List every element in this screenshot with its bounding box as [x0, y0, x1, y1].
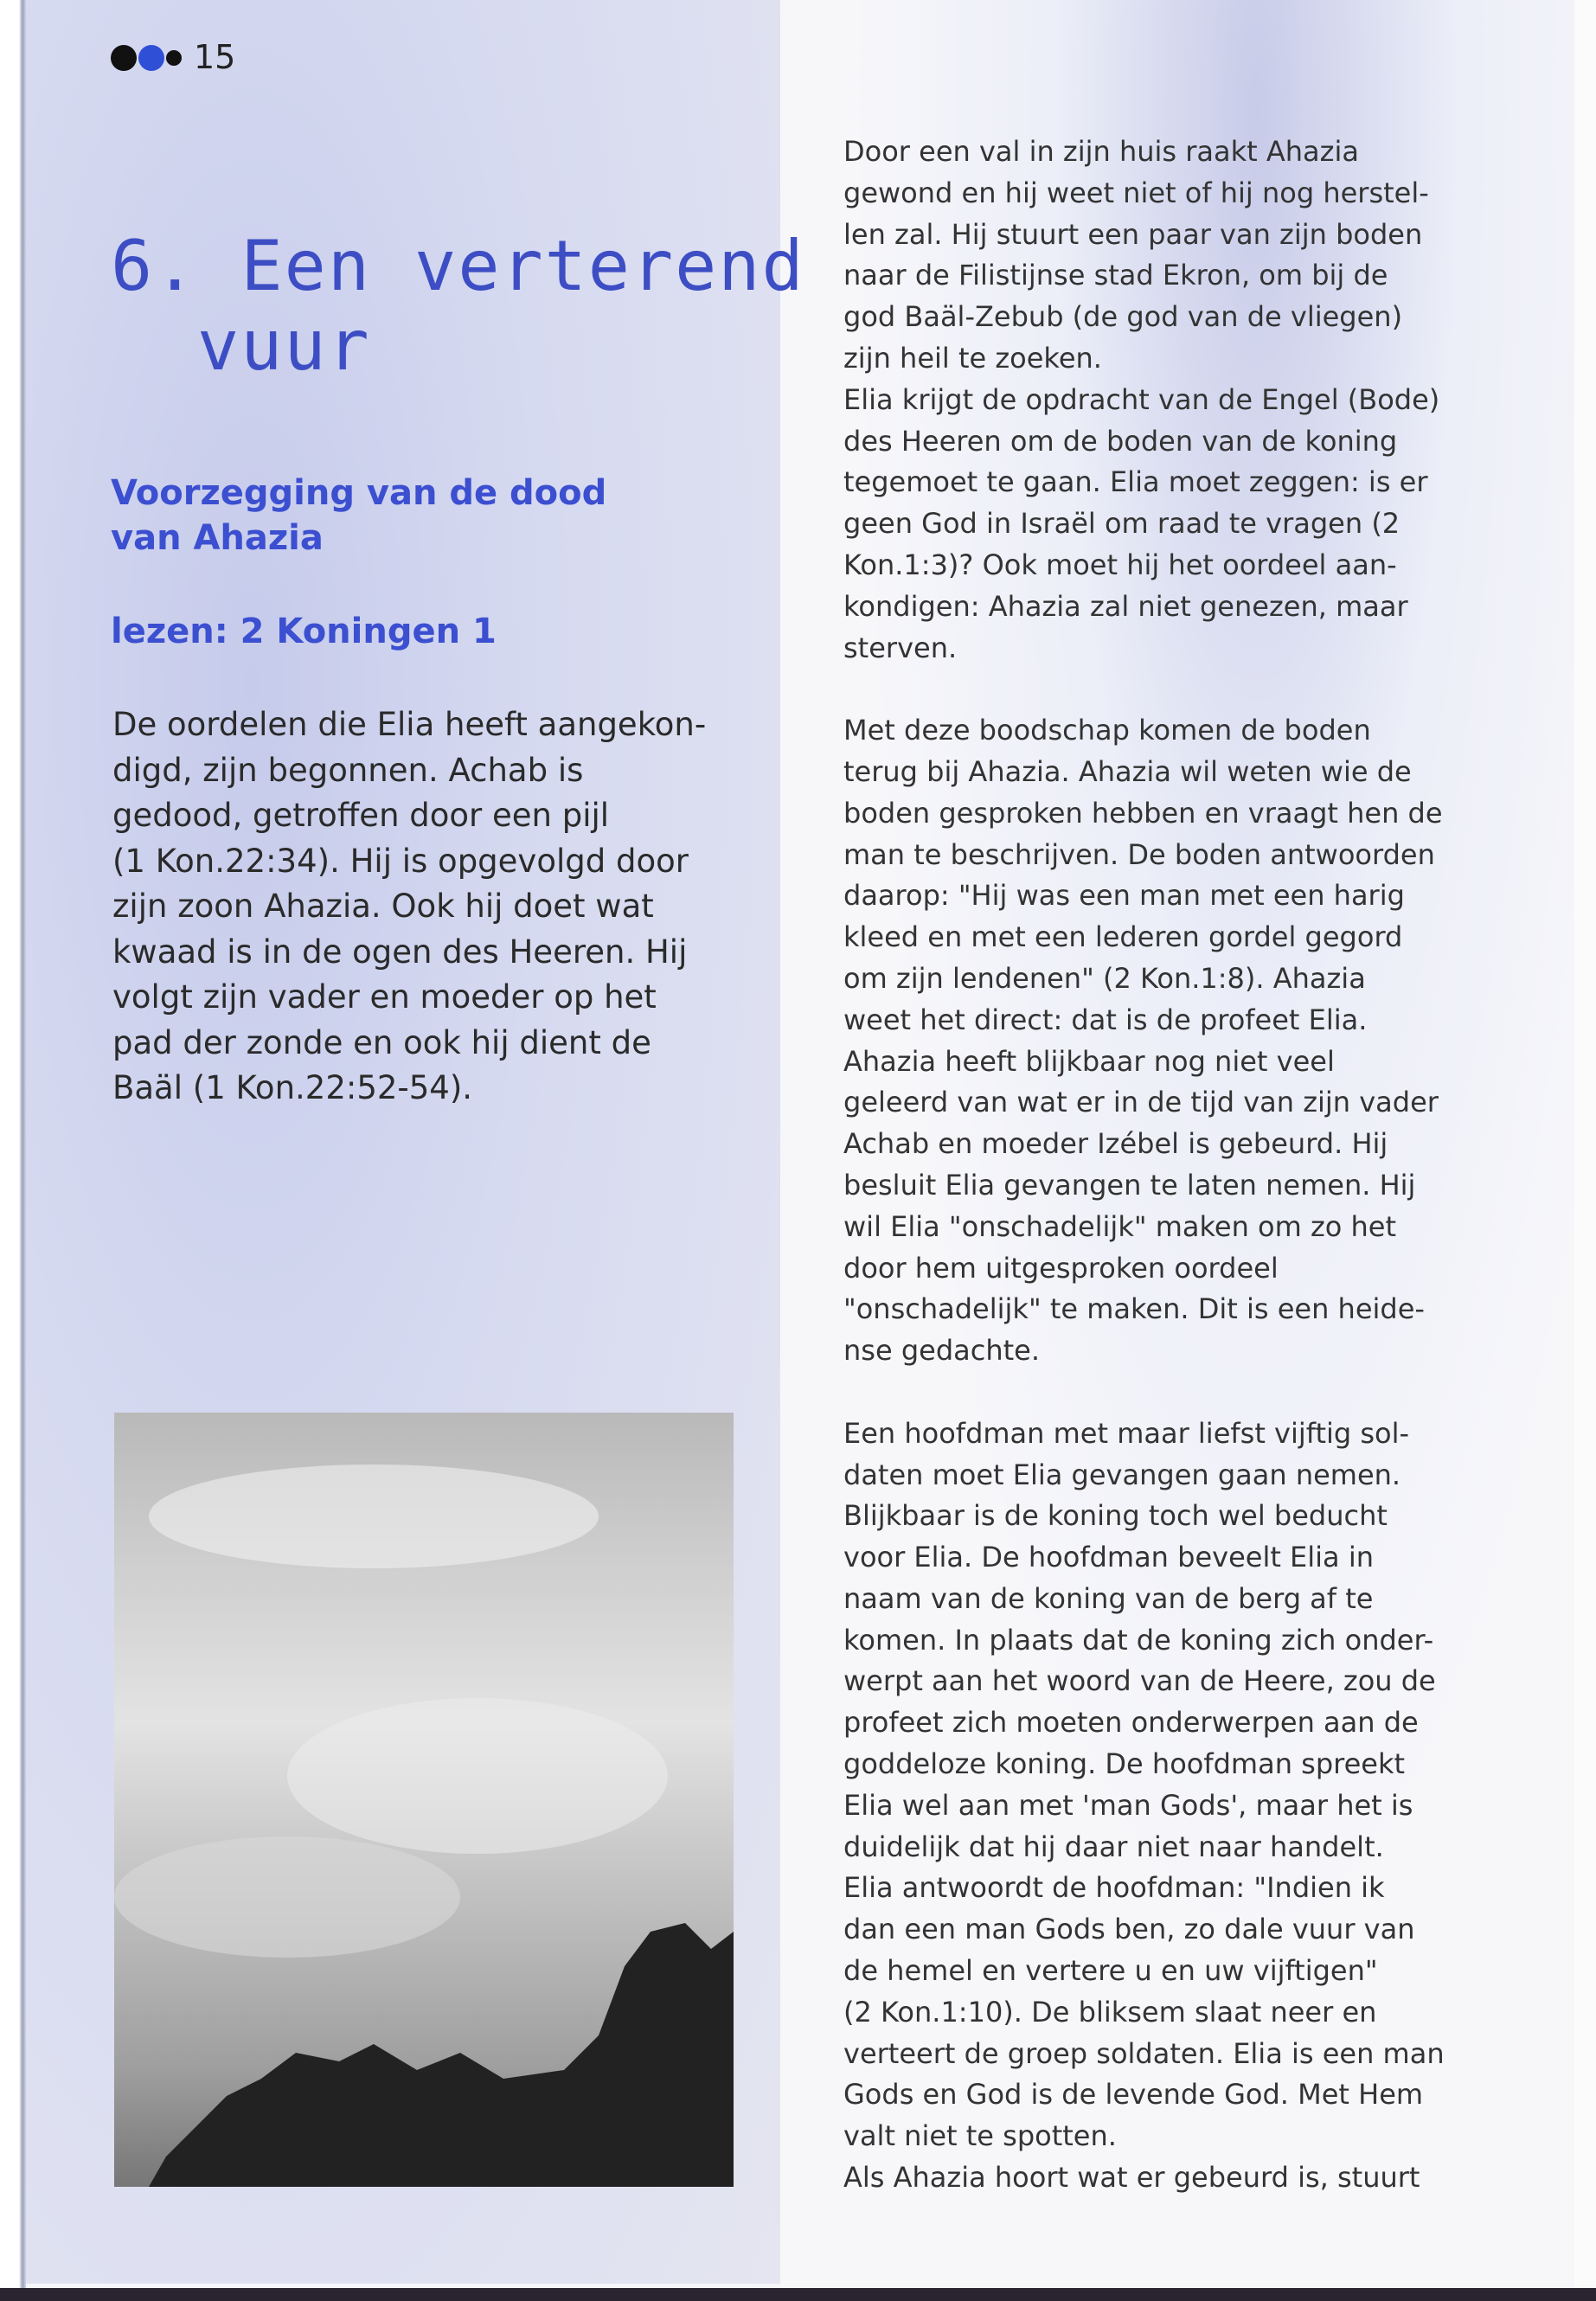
text-line: De oordelen die Elia heeft aangekon-	[112, 706, 707, 743]
text-line: (1 Kon.22:34). Hij is opgevolgd door	[112, 842, 689, 880]
text-line: Baäl (1 Kon.22:52-54).	[112, 1069, 473, 1106]
section-heading	[111, 471, 606, 561]
text-line: nse gedachte.	[843, 1334, 1041, 1368]
text-line: Elia krijgt de opdracht van de Engel (Bode)	[843, 382, 1440, 416]
text-line: daten moet Elia gevangen gaan nemen.	[843, 1458, 1401, 1491]
text-line: besluit Elia gevangen te laten nemen. Hij	[843, 1168, 1416, 1202]
text-line: daarop: "Hij was een man met een harig	[843, 879, 1405, 913]
text-line: verteert de groep soldaten. Elia is een man	[843, 2036, 1445, 2070]
text-line: des Heeren om de boden van de koning	[843, 424, 1398, 458]
text-line: terug bij Ahazia. Ahazia wil weten wie de	[843, 754, 1412, 788]
text-line: Elia wel aan met 'man Gods', maar het is	[843, 1788, 1413, 1822]
text-line: man te beschrijven. De boden antwoorden	[843, 837, 1435, 871]
page-edge	[0, 0, 26, 2301]
text-line: profeet zich moeten onderwerpen aan de	[843, 1706, 1419, 1740]
text-line: valt niet te spotten.	[843, 2119, 1117, 2153]
text-line: door hem uitgesproken oordeel	[843, 1251, 1279, 1285]
text-line: Elia antwoordt de hoofdman: "Indien ik	[843, 1871, 1385, 1905]
text-line: gewond en hij weet niet of hij nog herstel-	[843, 176, 1429, 209]
text-line: Blijkbaar is de koning toch wel beducht	[843, 1499, 1388, 1533]
paragraph	[843, 710, 1445, 1372]
paragraph-gap	[843, 1372, 1445, 1413]
text-line: Een hoofdman met maar liefst vijftig sol-	[843, 1416, 1410, 1450]
right-edge	[1574, 0, 1596, 2301]
dot-icon	[111, 45, 137, 71]
sky-photo	[114, 1413, 734, 2187]
left-body-text	[112, 702, 706, 1112]
text-line: sterven.	[843, 631, 958, 664]
page-number: 15	[194, 38, 236, 76]
text-line: werpt aan het woord van de Heere, zou de	[843, 1664, 1436, 1698]
text-line: de hemel en vertere u en uw vijftigen"	[843, 1954, 1378, 1988]
title-line: 6. Een verterend	[111, 226, 805, 306]
text-line: Achab en moeder Izébel is gebeurd. Hij	[843, 1127, 1388, 1161]
dot-icon	[166, 50, 182, 66]
text-line: len zal. Hij stuurt een paar van zijn boden	[843, 217, 1423, 251]
text-line: (2 Kon.1:10). De bliksem slaat neer en	[843, 1995, 1377, 2029]
heading-line: van Ahazia	[111, 518, 324, 558]
title-line: vuur	[197, 305, 371, 386]
paragraph-gap	[843, 669, 1445, 710]
text-line: voor Elia. De hoofdman beveelt Elia in	[843, 1541, 1374, 1574]
chapter-title	[111, 227, 805, 386]
text-line: Ahazia heeft blijkbaar nog niet veel	[843, 1044, 1335, 1078]
bottom-edge	[0, 2288, 1596, 2301]
text-line: "onschadelijk" te maken. Dit is een heide-	[843, 1292, 1425, 1326]
paragraph	[843, 131, 1445, 669]
text-line: Met deze boodschap komen de boden	[843, 714, 1371, 747]
text-line: digd, zijn begonnen. Achab is	[112, 751, 584, 789]
text-line: kwaad is in de ogen des Heeren. Hij	[112, 933, 688, 971]
page-dots-icon	[111, 45, 182, 71]
paragraph	[843, 1413, 1445, 2199]
right-body-text	[843, 131, 1445, 2199]
text-line: Gods en God is de levende God. Met Hem	[843, 2078, 1424, 2112]
reading-reference: lezen: 2 Koningen 1	[111, 612, 497, 651]
heading-line: Voorzegging van de dood	[111, 473, 607, 513]
text-line: boden gesproken hebben en vraagt hen de	[843, 796, 1443, 830]
text-line: naam van de koning van de berg af te	[843, 1581, 1374, 1615]
text-line: dan een man Gods ben, zo dale vuur van	[843, 1913, 1415, 1946]
text-line: goddeloze koning. De hoofdman spreekt	[843, 1747, 1406, 1781]
text-line: Als Ahazia hoort wat er gebeurd is, stuurt	[843, 2161, 1420, 2195]
text-line: Kon.1:3)? Ook moet hij het oordeel aan-	[843, 548, 1397, 581]
text-line: god Baäl-Zebub (de god van de vliegen)	[843, 300, 1403, 334]
text-line: zijn heil te zoeken.	[843, 341, 1102, 375]
text-line: geleerd van wat er in de tijd van zijn vader	[843, 1086, 1439, 1119]
text-line: duidelijk dat hij daar niet naar handelt.	[843, 1830, 1384, 1863]
text-line: volgt zijn vader en moeder op het	[112, 978, 657, 1016]
text-line: pad der zonde en ook hij dient de	[112, 1023, 651, 1061]
text-line: gedood, getroffen door een pijl	[112, 797, 610, 834]
text-line: om zijn lendenen" (2 Kon.1:8). Ahazia	[843, 961, 1366, 995]
text-line: zijn zoon Ahazia. Ook hij doet wat	[112, 888, 654, 925]
text-line: komen. In plaats dat de koning zich onder-	[843, 1623, 1434, 1657]
text-line: geen God in Israël om raad te vragen (2	[843, 507, 1401, 541]
text-line: tegemoet te gaan. Elia moet zeggen: is er	[843, 465, 1428, 499]
text-line: Door een val in zijn huis raakt Ahazia	[843, 135, 1359, 168]
text-line: naar de Filistijnse stad Ekron, om bij de	[843, 259, 1388, 292]
text-line: kondigen: Ahazia zal niet genezen, maar	[843, 589, 1408, 623]
text-line: wil Elia "onschadelijk" maken om zo het	[843, 1209, 1397, 1243]
dot-icon	[138, 45, 164, 71]
text-line: kleed en met een lederen gordel gegord	[843, 920, 1403, 954]
text-line: weet het direct: dat is de profeet Elia.	[843, 1003, 1368, 1036]
